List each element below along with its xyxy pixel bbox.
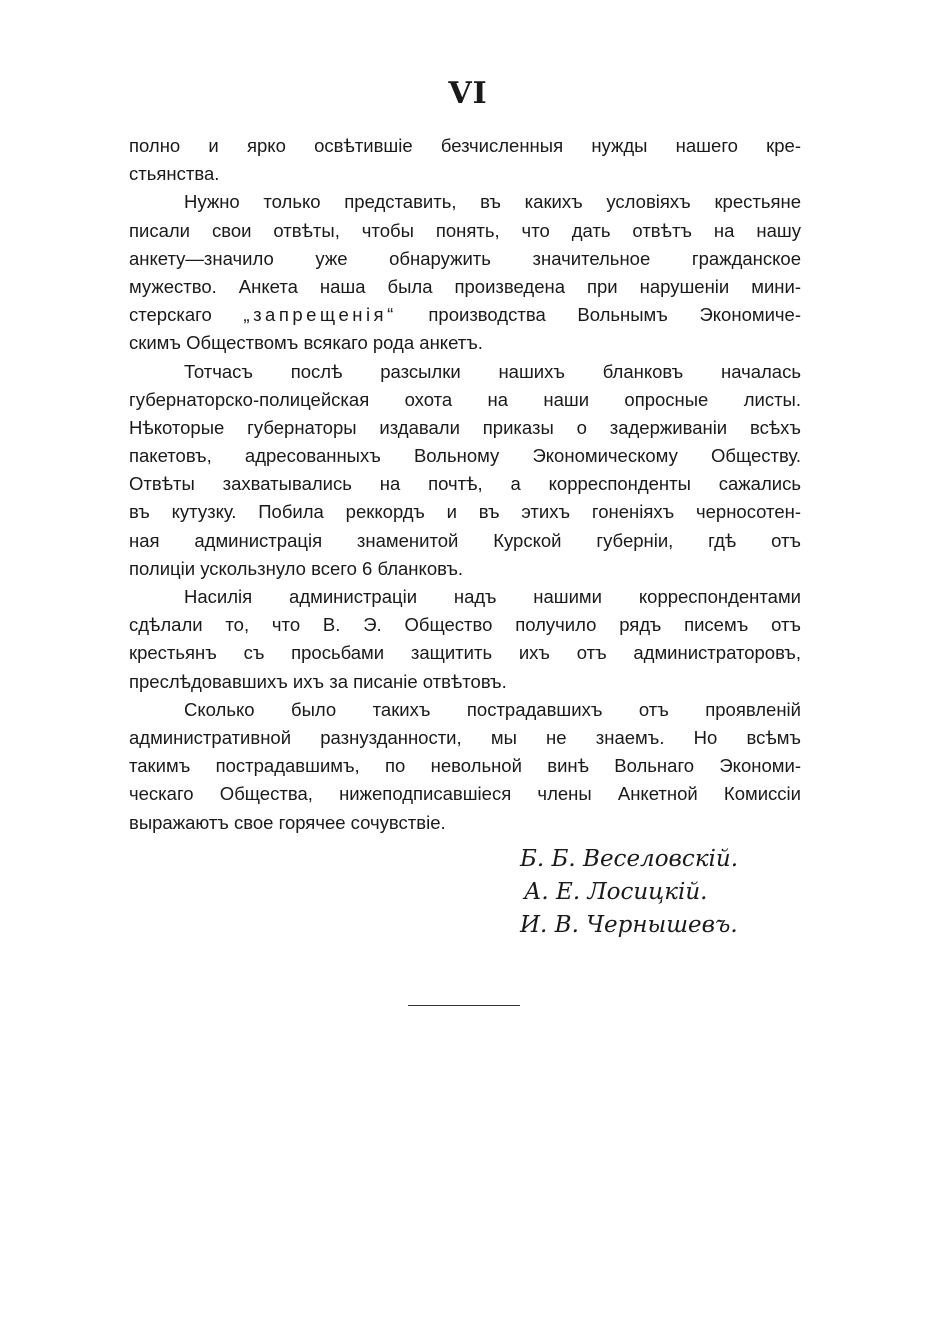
- paragraph-start-line: Сколько было такихъ пострадавшихъ отъ проявленій: [184, 698, 801, 720]
- body-text: [129, 132, 801, 837]
- paragraph-start-line: Тотчасъ послѣ разсылки нашихъ бланковъ началась: [184, 360, 801, 382]
- text-line: полиціи ускользнуло всего 6 бланковъ.: [129, 557, 464, 579]
- paragraph-start-line: Нужно только представить, въ какихъ условіяхъ крестьяне: [184, 191, 801, 213]
- text-line: Нѣкоторые губернаторы издавали приказы о задерживаніи всѣхъ: [129, 416, 801, 438]
- text-line: стьянства.: [129, 163, 220, 185]
- text-line: административной разнузданности, мы не знаемъ. Но всѣмъ: [129, 726, 801, 748]
- text-segment: производства Вольнымъ Экономиче-: [396, 304, 801, 326]
- text-line: губернаторско-полицейская охота на наши опросные листы.: [129, 388, 801, 410]
- text-line: Отвѣты захватывались на почтѣ, а корреспонденты сажались: [129, 473, 801, 495]
- text-line: скимъ Обществомъ всякаго рода анкетъ.: [129, 332, 483, 354]
- text-line: преслѣдовавшихъ ихъ за писаніе отвѣтовъ.: [129, 670, 507, 692]
- text-line: пакетовъ, адресованныхъ Вольному Экономическому Обществу.: [129, 445, 801, 467]
- text-line: ческаго Общества, нижеподписавшіеся члены Анкетной Комиссіи: [129, 783, 801, 805]
- signature-chernyshev: И. В. Чернышевъ.: [520, 912, 738, 938]
- text-line: такимъ пострадавшимъ, по невольной винѣ Вольнаго Экономи-: [129, 755, 801, 777]
- page-number: VI: [448, 76, 488, 111]
- text-line: сдѣлали то, что В. Э. Общество получило рядъ писемъ отъ: [129, 614, 801, 636]
- signature-lositsky: А. Е. Лосицкій.: [524, 879, 708, 905]
- spaced-emphasis-word: „запрещенія“: [243, 304, 397, 326]
- text-line: ная администрація знаменитой Курской губерніи, гдѣ отъ: [129, 529, 801, 551]
- paragraph-start-line: Насилія администраціи надъ нашими корреспондентами: [184, 586, 801, 607]
- text-line: въ кутузку. Побила реккордъ и въ этихъ гоненіяхъ черносотен-: [129, 501, 801, 523]
- text-line: писали свои отвѣты, чтобы понять, что дать отвѣтъ на нашу: [129, 219, 801, 241]
- text-line: анкету—значило уже обнаружить значительное гражданское: [129, 247, 801, 269]
- text-line-with-spaced-word: [129, 301, 801, 329]
- section-separator-rule: [408, 1005, 520, 1006]
- text-line: выражаютъ свое горячее сочувствіе.: [129, 811, 446, 833]
- text-line: мужество. Анкета наша была произведена при нарушеніи мини-: [129, 275, 801, 297]
- text-line: крестьянъ съ просьбами защитить ихъ отъ администраторовъ,: [129, 642, 801, 664]
- text-line: полно и ярко освѣтившіе безчисленныя нужды нашего кре-: [129, 135, 801, 156]
- signature-veselovsky: Б. Б. Веселовскій.: [520, 846, 739, 872]
- signature-block: [520, 843, 738, 942]
- text-segment: стерскаго: [129, 304, 244, 326]
